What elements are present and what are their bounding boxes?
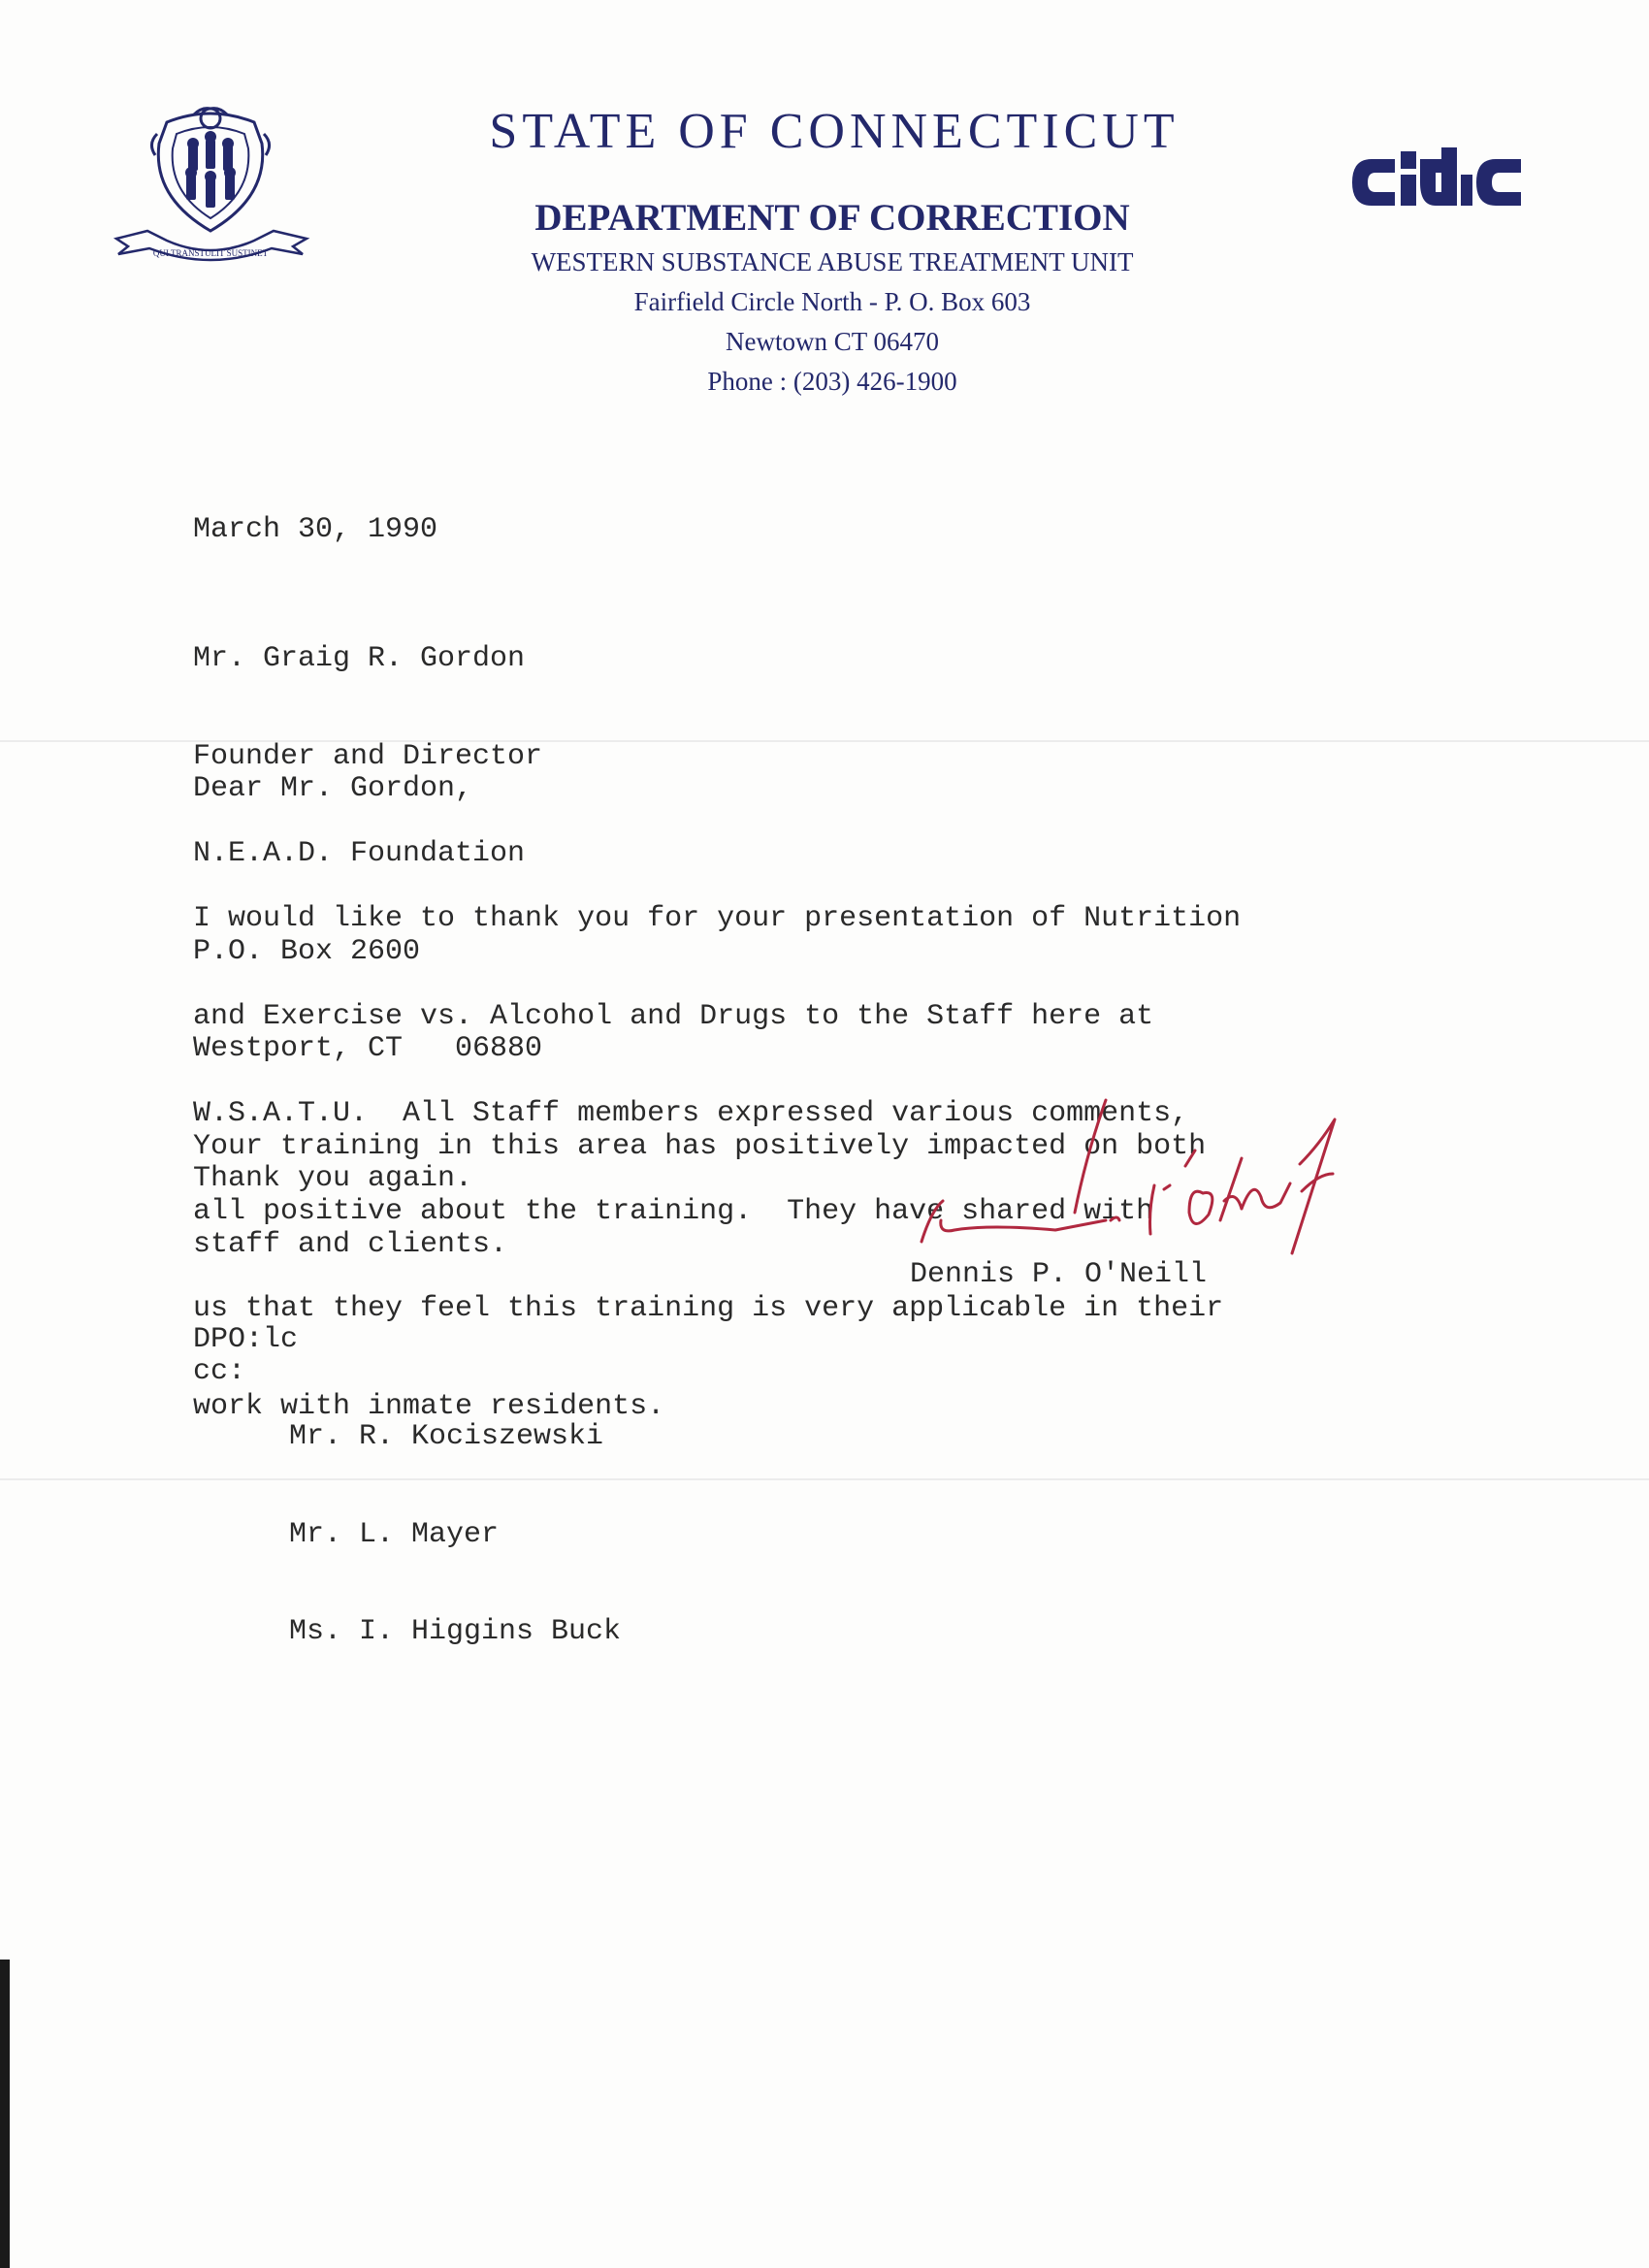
letterhead-phone: Phone : (203) 426-1900 bbox=[707, 367, 957, 396]
body-line: and Exercise vs. Alcohol and Drugs to the Staff here at bbox=[193, 999, 1154, 1033]
cdc-logo-icon bbox=[1350, 146, 1525, 213]
body-line: work with inmate residents. bbox=[193, 1389, 665, 1423]
svg-text:QUI TRANSTULIT SUSTINET: QUI TRANSTULIT SUSTINET bbox=[152, 248, 269, 258]
recipient-line: Mr. Graig R. Gordon bbox=[193, 642, 526, 675]
recipient-line: N.E.A.D. Foundation bbox=[193, 837, 526, 870]
cc-list bbox=[289, 1356, 621, 1714]
body-line: I would like to thank you for your presentation of Nutrition bbox=[193, 902, 1242, 935]
letter-date: March 30, 1990 bbox=[193, 513, 438, 546]
body-line: Your training in this area has positively impacted on both bbox=[193, 1130, 1207, 1163]
closing: Thank you again. bbox=[193, 1162, 473, 1195]
letterhead-unit: WESTERN SUBSTANCE ABUSE TREATMENT UNIT bbox=[531, 247, 1134, 276]
letterhead-state: STATE OF CONNECTICUT bbox=[489, 104, 1180, 159]
typist-initials: DPO:lc bbox=[193, 1323, 299, 1356]
recipient-line: Founder and Director bbox=[193, 739, 543, 773]
recipient-line: Westport, CT 06880 bbox=[193, 1032, 543, 1065]
handwritten-signature bbox=[912, 1096, 1455, 1256]
body-line: W.S.A.T.U. All Staff members expressed various comments, bbox=[193, 1097, 1189, 1130]
recipient-line: P.O. Box 2600 bbox=[193, 934, 421, 968]
cc-label: cc: bbox=[193, 1355, 246, 1388]
scan-edge bbox=[0, 1960, 10, 2268]
body-line: all positive about the training. They have shared with bbox=[193, 1194, 1154, 1228]
body-line: staff and clients. bbox=[193, 1227, 508, 1261]
body-line: us that they feel this training is very applicable in their bbox=[193, 1292, 1224, 1325]
cc-recipient: Mr. R. Kociszewski bbox=[289, 1420, 604, 1453]
letterhead-department: DEPARTMENT OF CORRECTION bbox=[534, 197, 1130, 239]
cc-recipient: Ms. I. Higgins Buck bbox=[289, 1615, 622, 1648]
letterhead-address: Fairfield Circle North - P. O. Box 603 bbox=[633, 287, 1031, 316]
cc-recipient: Mr. L. Mayer bbox=[289, 1517, 500, 1551]
letterhead-city: Newtown CT 06470 bbox=[726, 327, 939, 356]
signer-name: Dennis P. O'Neill bbox=[910, 1258, 1208, 1291]
salutation: Dear Mr. Gordon, bbox=[193, 772, 473, 805]
